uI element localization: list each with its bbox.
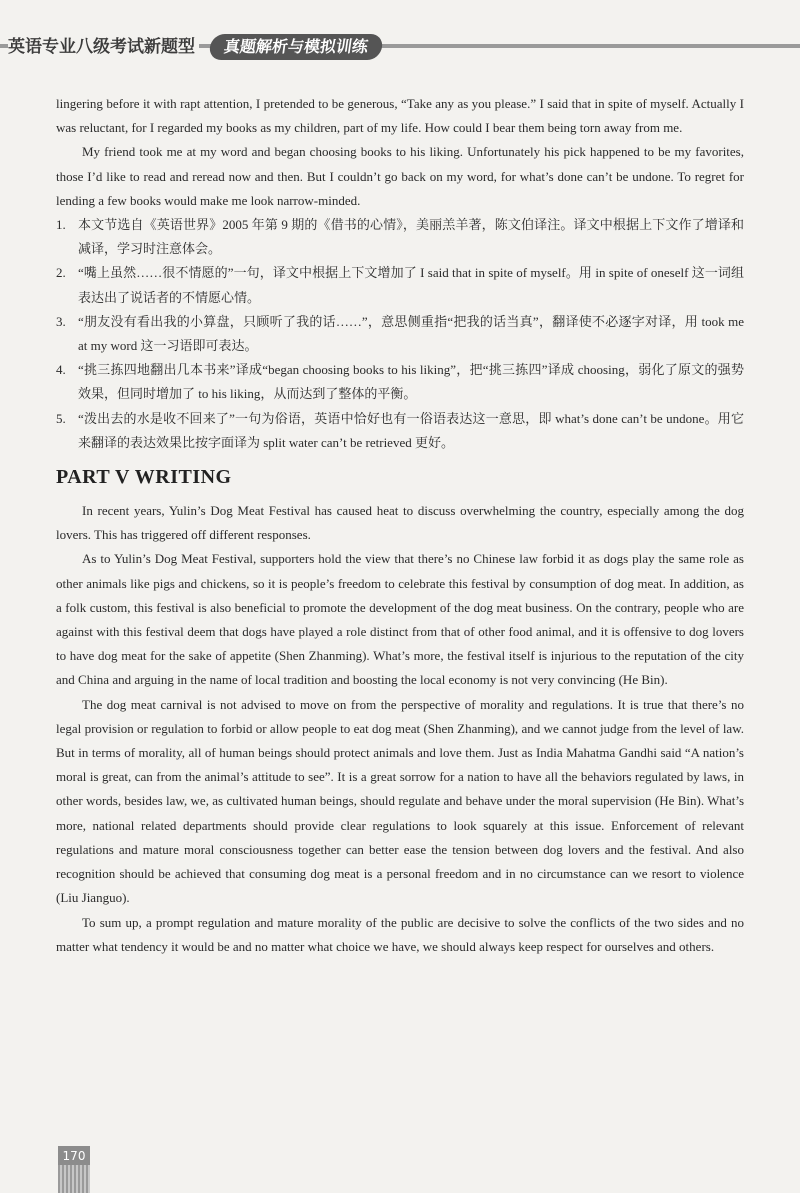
series-subtitle-badge: 真题解析与模拟训练 bbox=[208, 34, 384, 60]
note-text: “朋友没有看出我的小算盘，只顾听了我的话……”，意思侧重指“把我的话当真”，翻译使不必逐字对译，用 took me at my word 这一习语即可表达。 bbox=[78, 313, 744, 354]
note-number: 4. bbox=[56, 362, 66, 378]
note-number: 1. bbox=[56, 217, 66, 233]
note-item bbox=[56, 358, 744, 406]
section-heading: PART V WRITING bbox=[56, 466, 232, 489]
note-number: 2. bbox=[56, 265, 66, 281]
note-item bbox=[56, 310, 744, 358]
note-text: “泼出去的水是收不回来了”一句为俗语，英语中恰好也有一俗语表达这一意思，即 what’s done can’t be undone。用它来翻译的表达效果比按字面译为 split water can’t be retrieved 更好。 bbox=[78, 410, 744, 450]
series-title: 英语专业八级考试新题型 bbox=[8, 36, 199, 62]
page-content bbox=[56, 92, 744, 959]
page-number: 170 bbox=[58, 1146, 90, 1166]
footer-decoration bbox=[58, 1165, 90, 1193]
note-text: “挑三拣四地翻出几本书来”译成“began choosing books to his liking”，把“挑三拣四”译成 choosing，弱化了原文的强势效果，但同时增加了 to his liking，从而达到了整体的平衡。 bbox=[78, 362, 744, 402]
note-number: 5. bbox=[56, 410, 66, 426]
note-item bbox=[56, 213, 744, 261]
note-item bbox=[56, 407, 744, 455]
note-number: 3. bbox=[56, 313, 66, 329]
translation-notes bbox=[56, 213, 744, 455]
passage-paragraph-2: My friend took me at my word and began choosing books to his liking. Unfortunately his pick happened to be my favorites, those I’d like to read and reread now and then. But I couldn’t go back on my word, for what’s done can’t be undone. To regret for lending a few books would make me look narrow-minded. bbox=[56, 144, 744, 208]
note-text: 本文节选自《英语世界》2005 年第 9 期的《借书的心情》，美丽羔羊著，陈文伯译注。译文中根据上下文作了增译和减译，学习时注意体会。 bbox=[78, 217, 744, 257]
note-item bbox=[56, 261, 744, 309]
essay-paragraph-2: As to Yulin’s Dog Meat Festival, supporters hold the view that there’s no Chinese law forbid it as dogs play the same role as other animals like pigs and chickens, so it is people’s freedom to celebrate this festival by consumption of dog meat. In addition, as a folk custom, this festival is also beneficial to promote the development of the dog meat business. On the contrary, people who are against with this festival deem that dogs have played a role distinct from that of other food animal, and it is offensive to dog lovers to have dog meat for the sake of appetite (Shen Zhanming). What’s more, the festival itself is injurious to the reputation of the city and China and arguing in the name of local tradition and boosting the local economy is not very convincing (He Bin). bbox=[56, 551, 744, 688]
essay-paragraph-1: In recent years, Yulin’s Dog Meat Festival has caused heat to discuss overwhelming the country, especially among the dog lovers. This has triggered off different responses. bbox=[56, 503, 744, 543]
essay-paragraph-4: To sum up, a prompt regulation and mature morality of the public are decisive to solve the conflicts of the two sides and no matter what tendency it would be and no matter what choice we have, we should always keep respect for ourselves and others. bbox=[56, 914, 744, 954]
note-text: “嘴上虽然……很不情愿的”一句，译文中根据上下文增加了 I said that in spite of myself。用 in spite of oneself 这一词组表达出了说话者的不情愿心情。 bbox=[78, 265, 744, 305]
passage-paragraph-1: lingering before it with rapt attention, I pretended to be generous, “Take any as you please.” I said that in spite of myself. Actually I was reluctant, for I regarded my books as my children, part of my life. How could I bear them being torn away from me. bbox=[56, 96, 744, 136]
page-header bbox=[0, 30, 800, 66]
essay-paragraph-3: The dog meat carnival is not advised to move on from the perspective of morality and regulations. It is true that there’s no legal provision or regulation to forbid or allow people to eat dog meat (Shen Zhanming), and we cannot judge from the level of law. But in terms of morality, all of human beings should protect animals and love them. Just as India Mahatma Gandhi said “A nation’s moral is great, can from the animal’s attitude to see”. It is a great sorrow for a nation to have all the behaviors regulated by laws, in other words, besides law, we, as cultivated human beings, should regulate and behave under the moral supervision (He Bin). What’s more, national related departments should provide clear regulations to look squarely at this issue. Enforcement of relevant regulations and mature moral consciousness together can better ease the tension between dog lovers and the festival. And also recognition should be achieved that consuming dog meat is a personal freedom and in no circumstance can we resort to violence (Liu Jianguo). bbox=[56, 696, 744, 906]
